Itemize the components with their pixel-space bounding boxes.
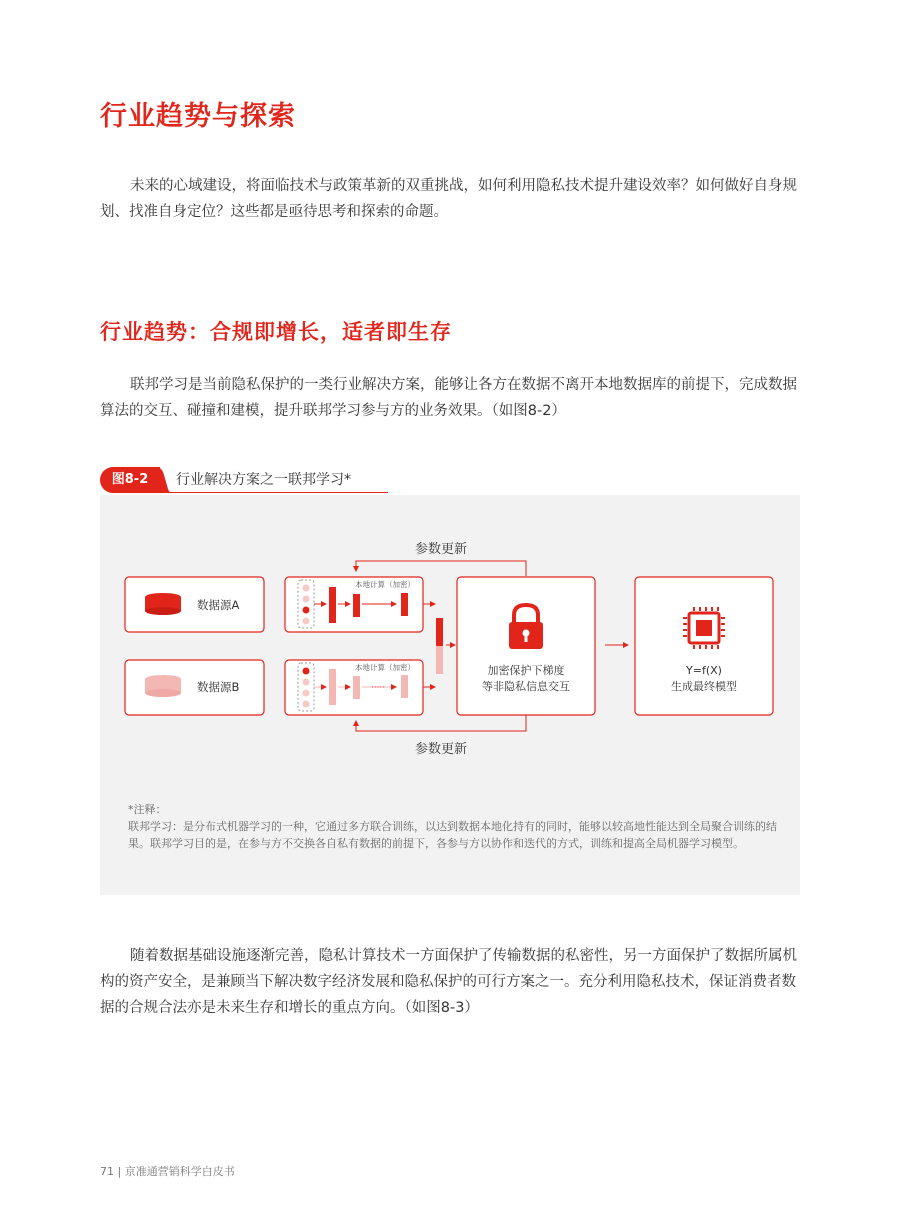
figure-title: 行业解决方案之一联邦学习* [176,472,351,488]
federated-learning-diagram [100,495,800,795]
svg-text:·····: ····· [370,683,386,693]
privacy-paragraph: 随着数据基础设施逐渐完善，隐私计算技术一方面保护了传输数据的私密性，另一方面保护了数据所属机构的资产安全，是兼顾当下解决数字经济发展和隐私保护的可行方案之一。充分利用隐私技术，保证消费者数据的合规合法亦是未来生存和增长的重点方向。（如图8-3） [100,948,797,1016]
param-update-top-arrow [356,561,526,576]
center-label-line2: 等非隐私信息交互 [482,680,570,693]
database-b-icon [145,675,181,697]
page-footer: 71 | 京准通营销科学白皮书 [100,1165,235,1178]
result-label-line2: 生成最终模型 [671,680,737,693]
result-label-line1: Y=f(X) [686,664,722,677]
page-heading: 行业趋势与探索 [100,101,296,132]
final-model-box [635,577,773,715]
aggregate-bar [436,618,443,646]
federated-learning-paragraph: 联邦学习是当前隐私保护的一类行业解决方案，能够让各方在数据不离开本地数据库的前提下，完成数据算法的交互、碰撞和建模，提升联邦学习参与方的业务效果。（如图8-2） [100,377,797,419]
param-update-bottom-label: 参数更新 [414,742,468,757]
local-compute-b-label: 本地计算（加密） [355,663,415,672]
figure-tag: 图8-2 [100,467,160,493]
param-update-bottom-arrow [356,715,526,731]
data-source-a-label: 数据源A [197,598,240,612]
database-a-icon [145,593,181,615]
note-text: 联邦学习：是分布式机器学习的一种，它通过多方联合训练，以达到数据本地化持有的同时，能够以较高地性能达到全局聚合训练的结果。联邦学习目的是，在参与方不交换各自私有数据的前提下，各参与方以协作和迭代的方式，训练和提高全局机器学习模型。 [128,820,777,850]
note-label: *注释： [128,803,167,816]
param-update-top-label: 参数更新 [414,542,468,557]
figure-note [128,801,778,852]
svg-text:·····: ····· [370,600,386,610]
intro-paragraph: 未来的心域建设，将面临技术与政策革新的双重挑战，如何利用隐私技术提升建设效率？如何做好自身规划、找准自身定位？这些都是亟待思考和探索的命题。 [100,178,797,220]
figure-title-underline [160,492,388,493]
figure-tag-curve [152,467,174,493]
section-heading: 行业趋势：合规即增长，适者即生存 [100,320,452,344]
local-compute-a-label: 本地计算（加密） [355,580,415,589]
chip-icon [683,607,725,649]
center-label-line1: 加密保护下梯度 [487,664,565,677]
data-source-b-label: 数据源B [197,680,240,694]
